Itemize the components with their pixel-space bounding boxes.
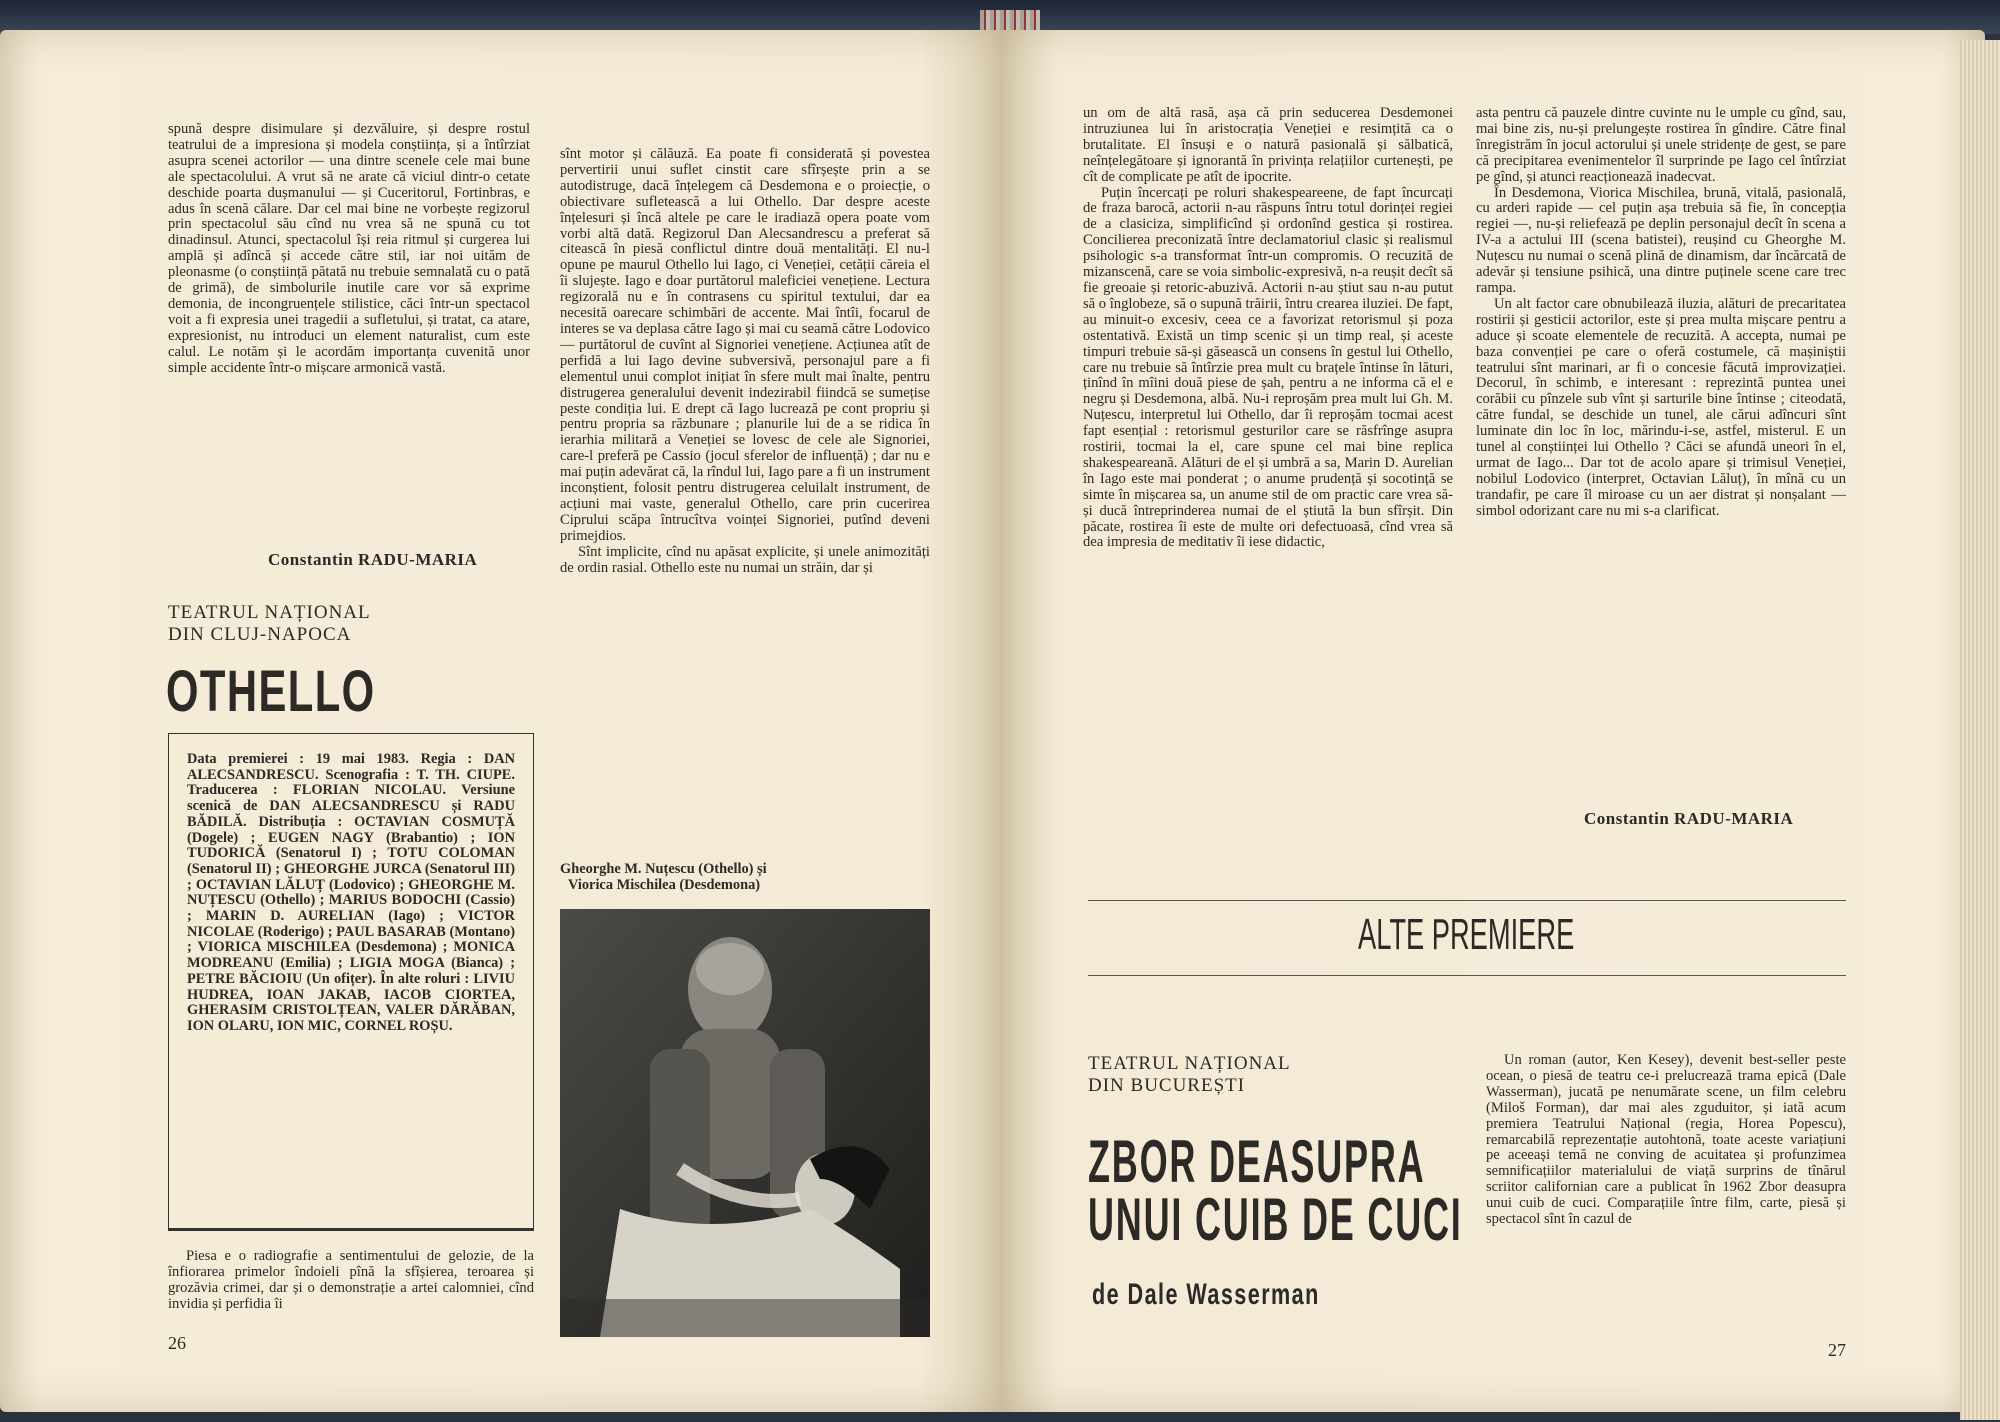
photo-caption bbox=[560, 862, 930, 893]
title-line: UNUI CUIB DE CUCI bbox=[1088, 1186, 1463, 1253]
article-column-3 bbox=[1083, 106, 1453, 551]
left-page bbox=[0, 30, 1000, 1412]
section-title: ALTE PREMIERE bbox=[1358, 910, 1575, 959]
paragraph: spună despre disimulare și dezvăluire, și despre rostul teatrului de a impresiona și modela conștiința, și a întîrziat asupra scenei actorilor — una dintre scenele cele mai bune ale spectacolului. A vrut să ne arate că viciul dintr-o cetate deschide poarta dușmanului — și Cuceritorul, Fortinbras, e adus în scenă călare. Dar cel mai bine ne vorbește regizorul prin spectacolul său cînd nu vrea să ne spună cu tot dinadinsul. Atunci, spectacolul își reia ritmul și curgerea lui amplă și adîncă și accede către stil, iar noi uităm de pleonasme (o conștiință pătată nu trebuie semnalată cu o pată de grimă), de simbolurile inutile care vor să exprime demonia, de incongruențele stilistice, căci într-un spectacol voit a fi expresia unei tragedii a sufletului, și tratat, ca atare, expresionist, nu introduci un element naturalist, cum este calul. Le notăm și le acordăm importanța cuvenită unor simple accidente într-o mișcare armonică vastă. bbox=[168, 121, 530, 376]
title-line: ZBOR DEASUPRA bbox=[1088, 1128, 1426, 1195]
theatre-line: DIN CLUJ-NAPOCA bbox=[168, 624, 352, 645]
article-column-2 bbox=[560, 147, 930, 576]
page-edges bbox=[1960, 40, 2000, 1420]
right-page bbox=[1000, 30, 1985, 1412]
paragraph: Un alt factor care obnubilează iluzia, alături de precaritatea rostirii și gesticii actorilor, este și prea multa mișcare pentru a aduce și scoate elementele de recuzită. A accepta, numai pe baza convenției pe care o oferă costumele, că mașiniștii teatrului sînt marinari, ar fi o concesie făcută improvizației. Decorul, în schimb, e interesant : reprezintă puntea unei corăbii cu pînzele sub vînt și sarturile bine întinse ; citeodată, către fundal, se deschide un tunel, ale cărui adîncuri sînt luminate din loc în loc, mărindu-i-se, astfel, misterul. E un tunel al conștiinței lui Othello ? Căci se afundă uneori în el, urmat de Iago... Dar tot de acolo apare și trimisul Veneției, nobilul Lodovico (interpret, Octavian Lăluț), în mînă cu un trandafir, pe care îl miroase cu un aer distrat și nonșalant — simbol odorizant care nu mi s-a clarificat. bbox=[1476, 295, 1846, 519]
page-number: 26 bbox=[168, 1333, 186, 1353]
theatre-line: TEATRUL NAȚIONAL bbox=[168, 602, 371, 623]
author-signature: Constantin RADU-MARIA bbox=[268, 550, 478, 569]
cast-credits-text: Data premierei : 19 mai 1983. Regia : DAN ALECSANDRESCU. Scenografia : T. TH. CIUPE. Traducerea : FLORIAN NICOLAU. Versiune scenică de DAN ALECSANDRESCU și RADU BĂDILĂ. Distribuția : OCTAVIAN COSMUȚĂ (Dogele) ; EUGEN NAGY (Brabantio) ; ION TUDORICĂ (Senatorul I) ; TOTU COLOMAN (Senatorul II) ; GHEORGHE JURCA (Senatorul III) ; OCTAVIAN LĂLUȚ (Lodovico) ; GHEORGHE M. NUȚESCU (Othello) ; MARIUS BODOCHI (Cassio) ; MARIN D. AURELIAN (Iago) ; VICTOR NICOLAE (Roderigo) ; PAUL BASARAB (Montano) ; VIORICA MISCHILEA (Desdemona) ; MONICA MODREANU (Emilia) ; LIGIA MOGA (Bianca) ; PETRE BĂCIOIU (Un ofițer). În alte roluri : LIVIU HUDREA, IOAN JAKAB, IACOB CIORTEA, GHERASIM CRISTOLȚEAN, VALER DĂRĂBAN, ION OLARU, ION MIC, CORNEL ROȘU. bbox=[187, 751, 515, 1034]
paragraph: asta pentru că pauzele dintre cuvinte nu le umple cu gînd, sau, mai bine zis, nu-și prelungește rostirea în gîndire. Către final înregistrăm în jocul actorului și unele stridențe de gest, se pare că precipitarea evenimentelor îl surprinde pe Iago cel întîrziat pe gînd, și atunci reacționează inadecvat. bbox=[1476, 105, 1846, 185]
article-column-4 bbox=[1476, 106, 1846, 520]
author-signature: Constantin RADU-MARIA bbox=[1584, 809, 1794, 828]
play-title bbox=[1088, 1128, 1463, 1253]
article-column-1-top bbox=[168, 122, 530, 377]
production-photo bbox=[560, 909, 930, 1337]
section-divider-top bbox=[1088, 900, 1846, 901]
play-title: OTHELLO bbox=[166, 659, 376, 724]
section-divider-bottom bbox=[1088, 975, 1846, 976]
paragraph: În Desdemona, Viorica Mischilea, brună, vitală, pasională, cu arderi rapide — cel puțin așa trebuia să fie, în concepția regiei —, nu-și reliefează pe deplin personajul decît în scena a IV-a a actului III (scena batistei), reușind cu Gheorghe M. Nuțescu nu numai o scenă plină de dinamism, dar încărcată de adevăr și tensiune psihică, una dintre puținele scene care trec rampa. bbox=[1476, 184, 1846, 296]
photo-illustration bbox=[560, 909, 930, 1337]
article-column-1-bottom bbox=[168, 1249, 534, 1313]
theatre-name bbox=[1088, 1053, 1291, 1097]
paragraph: sînt motor și călăuză. Ea poate fi considerată și povestea pervertirii unui suflet cinstit care sfîrșește prin a se autodistruge, dacă înțelegem că Desdemona e o proiecție, o obiectivare sufletească a lui Othello. Dar despre aceste înțelesuri și încă altele pe care le iradiază opera poate vom vorbi altă dată. Regizorul Dan Alecsandrescu a preferat să citească în piesă conflictul dintre două mentalități. El nu-l opune pe maurul Othello lui Iago, ci Veneției, cetății căreia el îi slujește. Iago e doar purtătorul maleficiei venețiene. Lectura regizorală nu e în contrasens cu spiritul textului, dar ea necesită oarecare schimbări de accente. Mai întîi, focarul de interes se va deplasa către Iago și mai cu seamă către Lodovico — purtătorul de cuvînt al Signoriei venețiene. Acțiunea atît de perfidă a lui Iago devine subversivă, personajul pare a fi elementul unui complot inițiat în sfere mult mai înalte, pentru distrugerea generalului devenit indezirabil fiindcă se sumețise peste condiția lui. E drept că Iago lucrează pe cont propriu și pentru propria sa răzbunare ; planurile lui de a se ridica în ierarhia militară a Veneției se lovesc de cele ale Signoriei, care-l preferă pe Cassio (jocul sferelor de influență) ; dar nu e mai puțin adevărat că, la rîndul lui, Iago pare a fi un instrument inconștient, folosit pentru distrugerea celuilalt instrument, de acțiuni mai vaste, generalul Othello, care prin cucerirea Ciprului scăpa întrucîtva voinței Signoriei, putînd deveni primejdios. bbox=[560, 146, 930, 544]
paragraph: Puțin încercați pe roluri shakespeareene, de fapt încurcați de fraza barocă, actorii n-au răspuns întru totul dorinței regiei de a clasiciza, simplificînd și ordonînd gestica și rostirea. Concilierea preconizată între declamatoriul clasic și realismul psihologic s-a transformat într-un compromis. O recuzită de mizanscenă, care se voia simbolic-expresivă, n-a reușit decît să fie greoaie și retoric-abuzivă. Actorii n-au știut sau n-au putut să o înglobeze, să o supună trăirii, întru crearea iluziei. De fapt, au minuit-o excesiv, ceea ce a favorizat retorismul și poza ostentativă. Există un timp scenic și un timp real, și aceste timpuri trebuie să-și găsească un consens în gestul lui Othello, care nu trebuie să întîrzie prea mult cu brațele întinse în lături, ținînd în mîini două piese de șah, pentru a ne informa că el e negru și Desdemona, albă. Nu-i reproșăm prea mult lui Gh. M. Nuțescu, interpretul lui Othello, dar îi reproșăm tocmai acest fapt esențial : retorismul gesturilor care se răsfrînge asupra rostirii, tocmai la el, care spune cel mai bine replica shakespeareană. Alături de el și umbră a sa, Marin D. Aurelian în Iago este mai ponderat ; o anume prudență și socotință se simte în mișcarea sa, un anume stil de om practic care vrea să-și ducă întreprinderea numai de el știută la bun sfîrșit. Din păcate, rostirea îi este de multe ori defectuoasă, cînd vrea să dea impresia de meditativ îi iese didactic, bbox=[1083, 184, 1453, 551]
theatre-line: TEATRUL NAȚIONAL bbox=[1088, 1053, 1291, 1074]
paragraph: un om de altă rasă, așa că prin seducerea Desdemonei intruziunea lui în aristocrația Veneției e resimțită ca o brutalitate. El însuși e o natură pasională și sălbatică, neînțelegătoare și ignorantă în privința relațiilor curtenești, pe cît de complicate pe atît de ipocrite. bbox=[1083, 105, 1453, 185]
cast-credits-box bbox=[168, 733, 534, 1231]
theatre-name bbox=[168, 602, 371, 646]
article-column-5 bbox=[1486, 1053, 1846, 1228]
paragraph: Piesa e o radiografie a sentimentului de gelozie, de la înfiorarea primelor îndoieli pînă la sfîșierea, teroarea și grozăvia crimei, dar și o demonstrație a artei calomniei, cînd invidia și perfidia îi bbox=[168, 1248, 534, 1312]
caption-line: Gheorghe M. Nuțescu (Othello) și bbox=[560, 861, 767, 877]
paragraph: Sînt implicite, cînd nu apăsat explicite, și unele animozități de ordin rasial. Othello este nu numai un străin, dar și bbox=[560, 543, 930, 576]
caption-line: Viorica Mischilea (Desdemona) bbox=[568, 876, 761, 893]
page-number: 27 bbox=[1828, 1340, 1846, 1360]
theatre-line: DIN BUCUREȘTI bbox=[1088, 1075, 1246, 1096]
spine-bookmark bbox=[980, 10, 1040, 32]
play-author: de Dale Wasserman bbox=[1092, 1278, 1320, 1311]
paragraph: Un roman (autor, Ken Kesey), devenit best-seller peste ocean, o piesă de teatru ce-i prelucrează trama epică (Dale Wasserman), jucată pe nenumărate scene, un film celebru (Miloš Forman), dar mai ales zguduitor, și iată acum premiera Teatrului Național (regia, Horea Popescu), remarcabilă reprezentație autohtonă, toate aceste variațiuni pe aceeași temă ne conving de acuitatea și profunzimea semnificațiilor materialului de viață surprins de tînărul scriitor californian care a publicat în 1962 Zbor deasupra unui cuib de cuci. Comparațiile între film, carte, piesă și spectacol sînt în cazul de bbox=[1486, 1052, 1846, 1228]
